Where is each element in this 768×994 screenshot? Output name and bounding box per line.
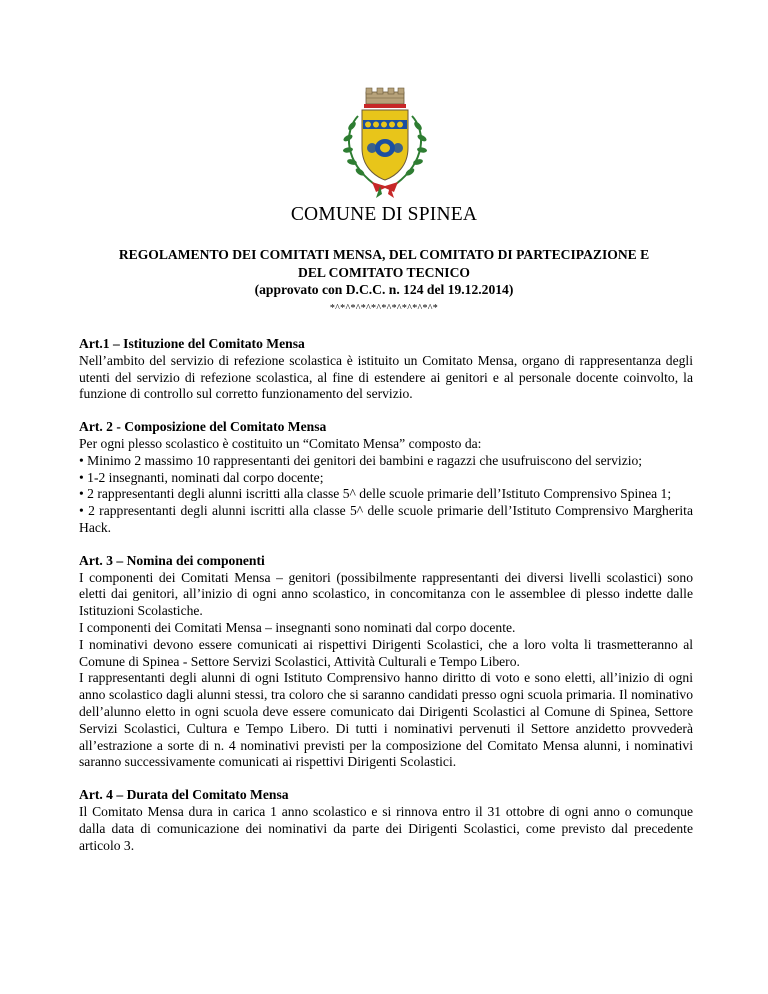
article-paragraph: I nominativi devono essere comunicati ai rispettivi Dirigenti Scolastici, che a loro volta li trasmetteranno al Comune di Spinea - Settore Servizi Scolastici, Attività Culturali e Tempo Libero. bbox=[79, 636, 693, 669]
title-line: REGOLAMENTO DEI COMITATI MENSA, DEL COMITATO DI PARTECIPAZIONE E bbox=[118, 247, 650, 262]
document-body bbox=[79, 336, 693, 854]
article-paragraph: Per ogni plesso scolastico è costituito un “Comitato Mensa” composto da: bbox=[79, 435, 482, 451]
list-item: • 2 rappresentanti degli alunni iscritti alla classe 5^ delle scuole primarie dell’Istituto Comprensivo Spinea 1; bbox=[79, 486, 672, 502]
shield-icon bbox=[362, 110, 408, 180]
article-paragraph: I componenti dei Comitati Mensa – genitori (possibilmente rappresentanti dei diversi livelli scolastici) sono eletti dai genitori, all’inizio di ogni anno scolastico, in concomitanza con le assemblee di plesso indette dalle Istituzioni Scolastiche. bbox=[79, 569, 693, 619]
list-item: • 1-2 insegnanti, nominati dal corpo docente; bbox=[79, 469, 324, 485]
article-title: Art. 2 - Composizione del Comitato Mensa bbox=[79, 419, 327, 435]
article-title: Art. 4 – Durata del Comitato Mensa bbox=[79, 787, 289, 803]
crown-icon bbox=[364, 88, 406, 108]
list-item: • 2 rappresentanti degli alunni iscritti alla classe 5^ delle scuole primarie dell’Istituto Comprensivo Margherita Hack. bbox=[79, 503, 693, 535]
separator: *^*^*^*^*^*^*^*^*^*^* bbox=[329, 303, 439, 314]
list-item: • Minimo 2 massimo 10 rappresentanti dei genitori dei bambini e ragazzi che usufruiscono del servizio; bbox=[79, 452, 643, 468]
municipality-name: COMUNE DI SPINEA bbox=[290, 204, 478, 225]
article-title: Art.1 – Istituzione del Comitato Mensa bbox=[79, 336, 305, 351]
title-line: DEL COMITATO TECNICO bbox=[298, 264, 470, 280]
article-title: Art. 3 – Nomina dei componenti bbox=[79, 552, 265, 568]
document-title bbox=[0, 246, 768, 299]
coat-of-arms-icon bbox=[336, 86, 434, 198]
ribbon-icon bbox=[372, 182, 398, 198]
article-paragraph: Nell’ambito del servizio di refezione scolastica è istituito un Comitato Mensa, organo di rappresentanza degli utenti del servizio di refezione scolastica, al fine di estendere ai genitori e al personale docente coinvolto, la funzione di controllo sul corretto funzionamento del servizio. bbox=[79, 352, 693, 402]
article-paragraph: I rappresentanti degli alunni di ogni Istituto Comprensivo hanno diritto di voto e sono eletti, all’inizio di ogni anno scolastico dagli alunni stessi, tra coloro che si saranno candidati presso ogni scuola primaria. Il nominativo dell’alunno eletto in ogni scuola deve essere comunicato dai Dirigenti Scolastici al Comune di Spinea, Settore Servizi Scolastici, Cultura e Tempo Libero. Di tutti i nominativi pervenuti il Settore anzidetto provvederà all’estrazione a sorte di n. 4 nominativi previsti per la composizione del Comitato Mensa alunni, i nominativi saranno successivamente comunicati ai rispettivi Dirigenti Scolastici. bbox=[79, 670, 693, 770]
approval-note: (approvato con D.C.C. n. 124 del 19.12.2014) bbox=[254, 282, 514, 297]
article-paragraph: I componenti dei Comitati Mensa – insegnanti sono nominati dal corpo docente. bbox=[79, 619, 516, 635]
article-paragraph: Il Comitato Mensa dura in carica 1 anno scolastico e si rinnova entro il 31 ottobre di ogni anno o comunque dalla data di comunicazione dei nominativi da parte dei Dirigenti Scolastici, come previsto dal precedente articolo 3. bbox=[79, 803, 693, 853]
